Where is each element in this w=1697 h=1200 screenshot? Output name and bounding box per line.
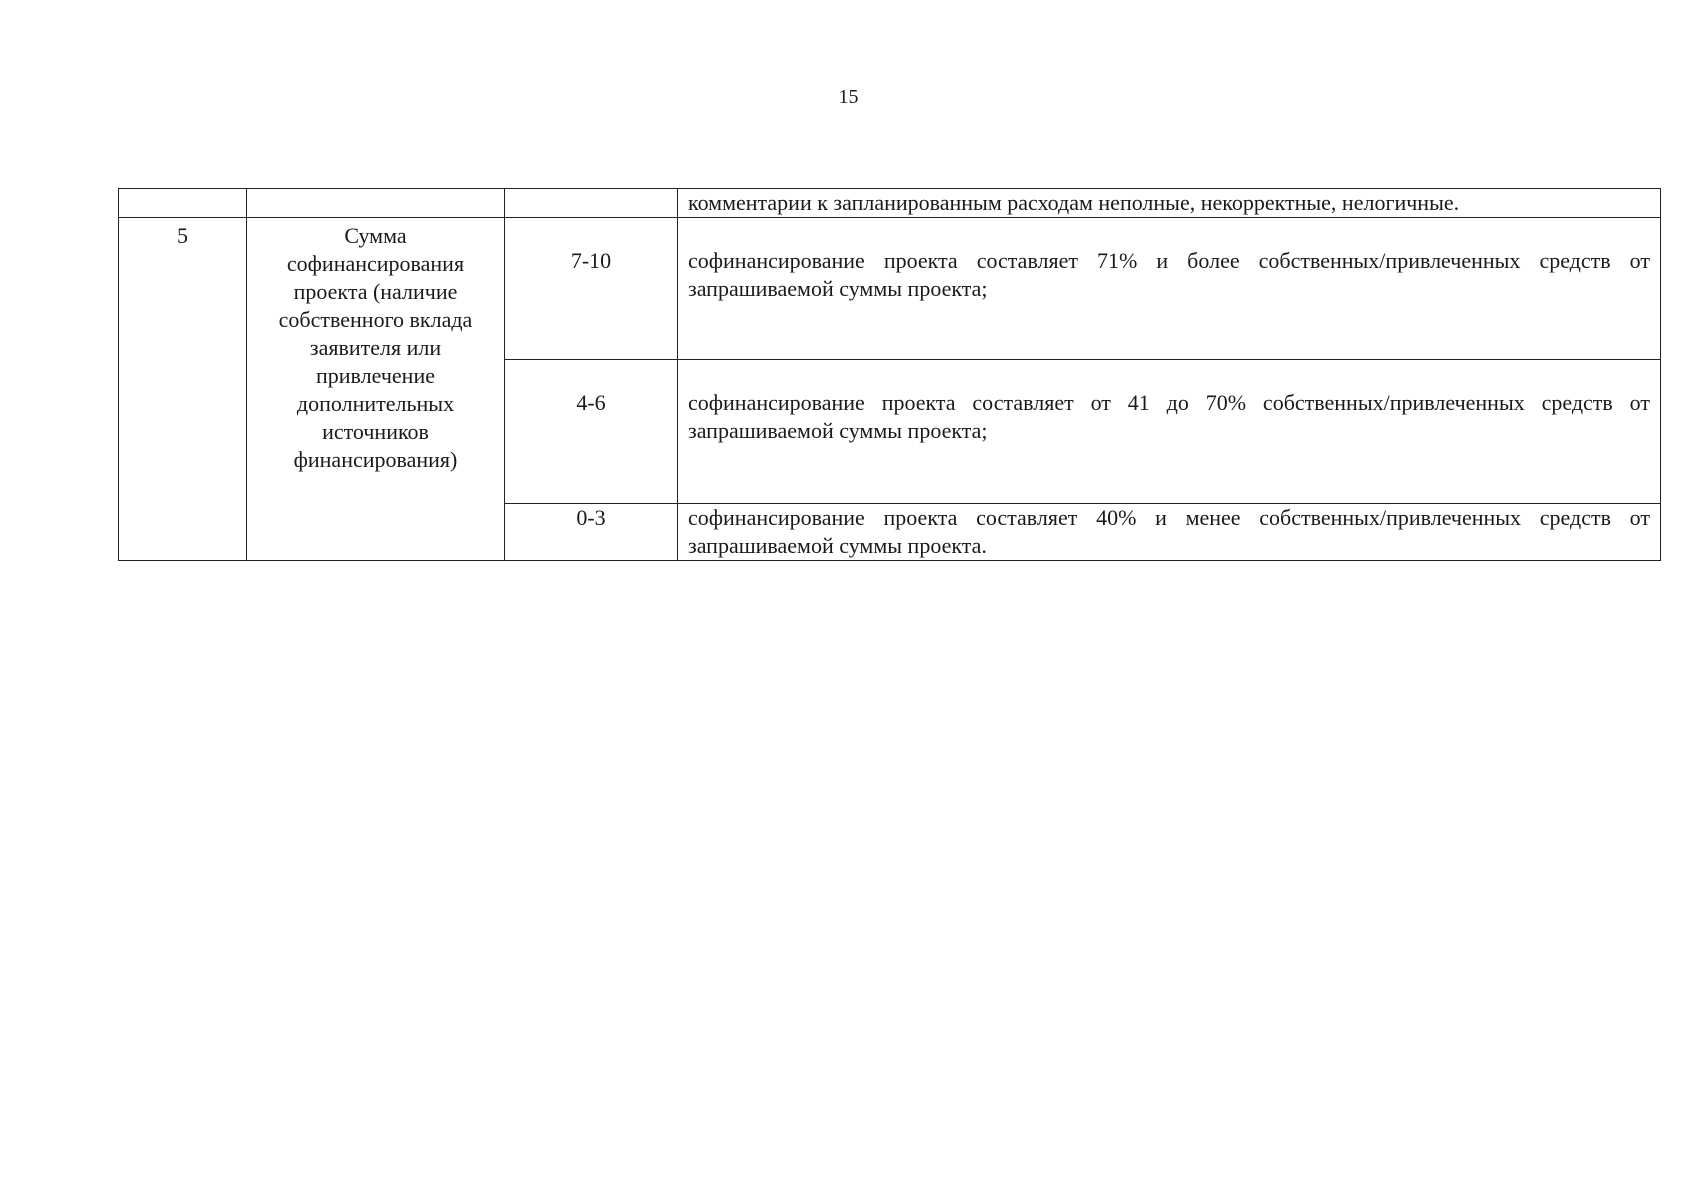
score-range: 4-6 <box>505 360 678 504</box>
continuation-description: комментарии к запланированным расходам неполные, некорректные, нелогичные. <box>678 189 1661 218</box>
page-number: 15 <box>838 86 859 108</box>
criterion-name: Сумма софинансирования проекта (наличие собственного вклада заявителя или привлечение дополнительных источников финансирования) <box>247 218 505 561</box>
score-range: 0-3 <box>505 504 678 561</box>
table-row-continuation <box>119 189 1661 218</box>
score-description: софинансирование проекта составляет от 41 до 70% собственных/привлеченных средств от запрашиваемой суммы проекта; <box>678 360 1661 504</box>
cell-number-empty <box>119 189 247 218</box>
cell-name-empty <box>247 189 505 218</box>
criteria-table <box>118 188 1661 561</box>
cell-score-empty <box>505 189 678 218</box>
score-description: софинансирование проекта составляет 71% и более собственных/привлеченных средств от запрашиваемой суммы проекта; <box>678 218 1661 360</box>
criterion-number: 5 <box>119 218 247 561</box>
score-description: софинансирование проекта составляет 40% и менее собственных/привлеченных средств от запрашиваемой суммы проекта. <box>678 504 1661 561</box>
score-range: 7-10 <box>505 218 678 360</box>
table-row <box>119 218 1661 360</box>
